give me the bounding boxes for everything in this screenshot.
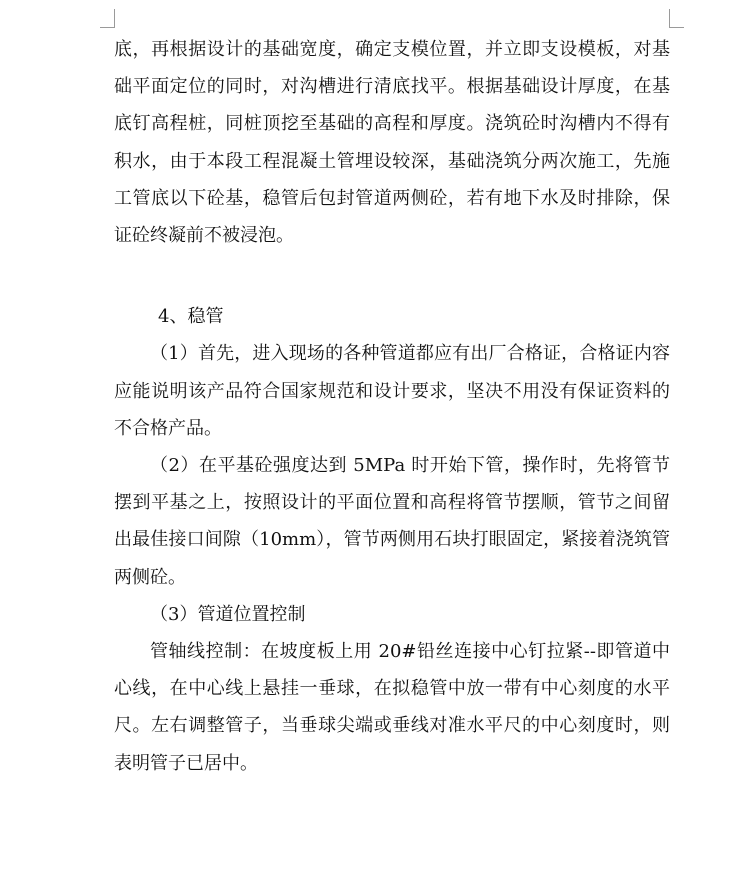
item-2-lowering-pipe: （2）在平基砼强度达到 5MPa 时开始下管，操作时，先将管节摆到平基之上，按照设计的平面位置和高程将管节摆顺，管节之间留出最佳接口间隙（10mm），管节两侧用石块打眼固定，紧接着浇筑管两侧砼。: [114, 455, 670, 588]
paragraph-spacer: [114, 254, 670, 298]
item-3-position-control: （3）管道位置控制: [150, 603, 306, 625]
top-left-margin-mark: [100, 9, 115, 28]
document-body: [114, 31, 670, 782]
pipe-axis-control-paragraph: 管轴线控制：在坡度板上用 20#铅丝连接中心钉拉紧--即管道中心线，在中心线上悬挂一垂球，在拟稳管中放一带有中心刻度的水平尺。左右调整管子，当垂球尖端或垂线对准水平尺的中心刻度时，则表明管子已居中。: [114, 641, 670, 774]
section-heading-pipe-laying: 4、稳管: [158, 306, 224, 328]
item-1-certificate: （1）首先，进入现场的各种管道都应有出厂合格证，合格证内容应能说明该产品符合国家规范和设计要求，坚决不用没有保证资料的不合格产品。: [114, 343, 670, 439]
paragraph-foundation-continued: 底，再根据设计的基础宽度，确定支模位置，并立即支设模板，对基础平面定位的同时，对沟槽进行清底找平。根据基础设计厚度，在基底钉高程桩，同桩顶挖至基础的高程和厚度。浇筑砼时沟槽内不得有积水，由于本段工程混凝土管埋设较深，基础浇筑分两次施工，先施工管底以下砼基，稳管后包封管道两侧砼，若有地下水及时排除，保证砼终凝前不被浸泡。: [114, 39, 670, 247]
top-right-margin-mark: [669, 9, 684, 28]
